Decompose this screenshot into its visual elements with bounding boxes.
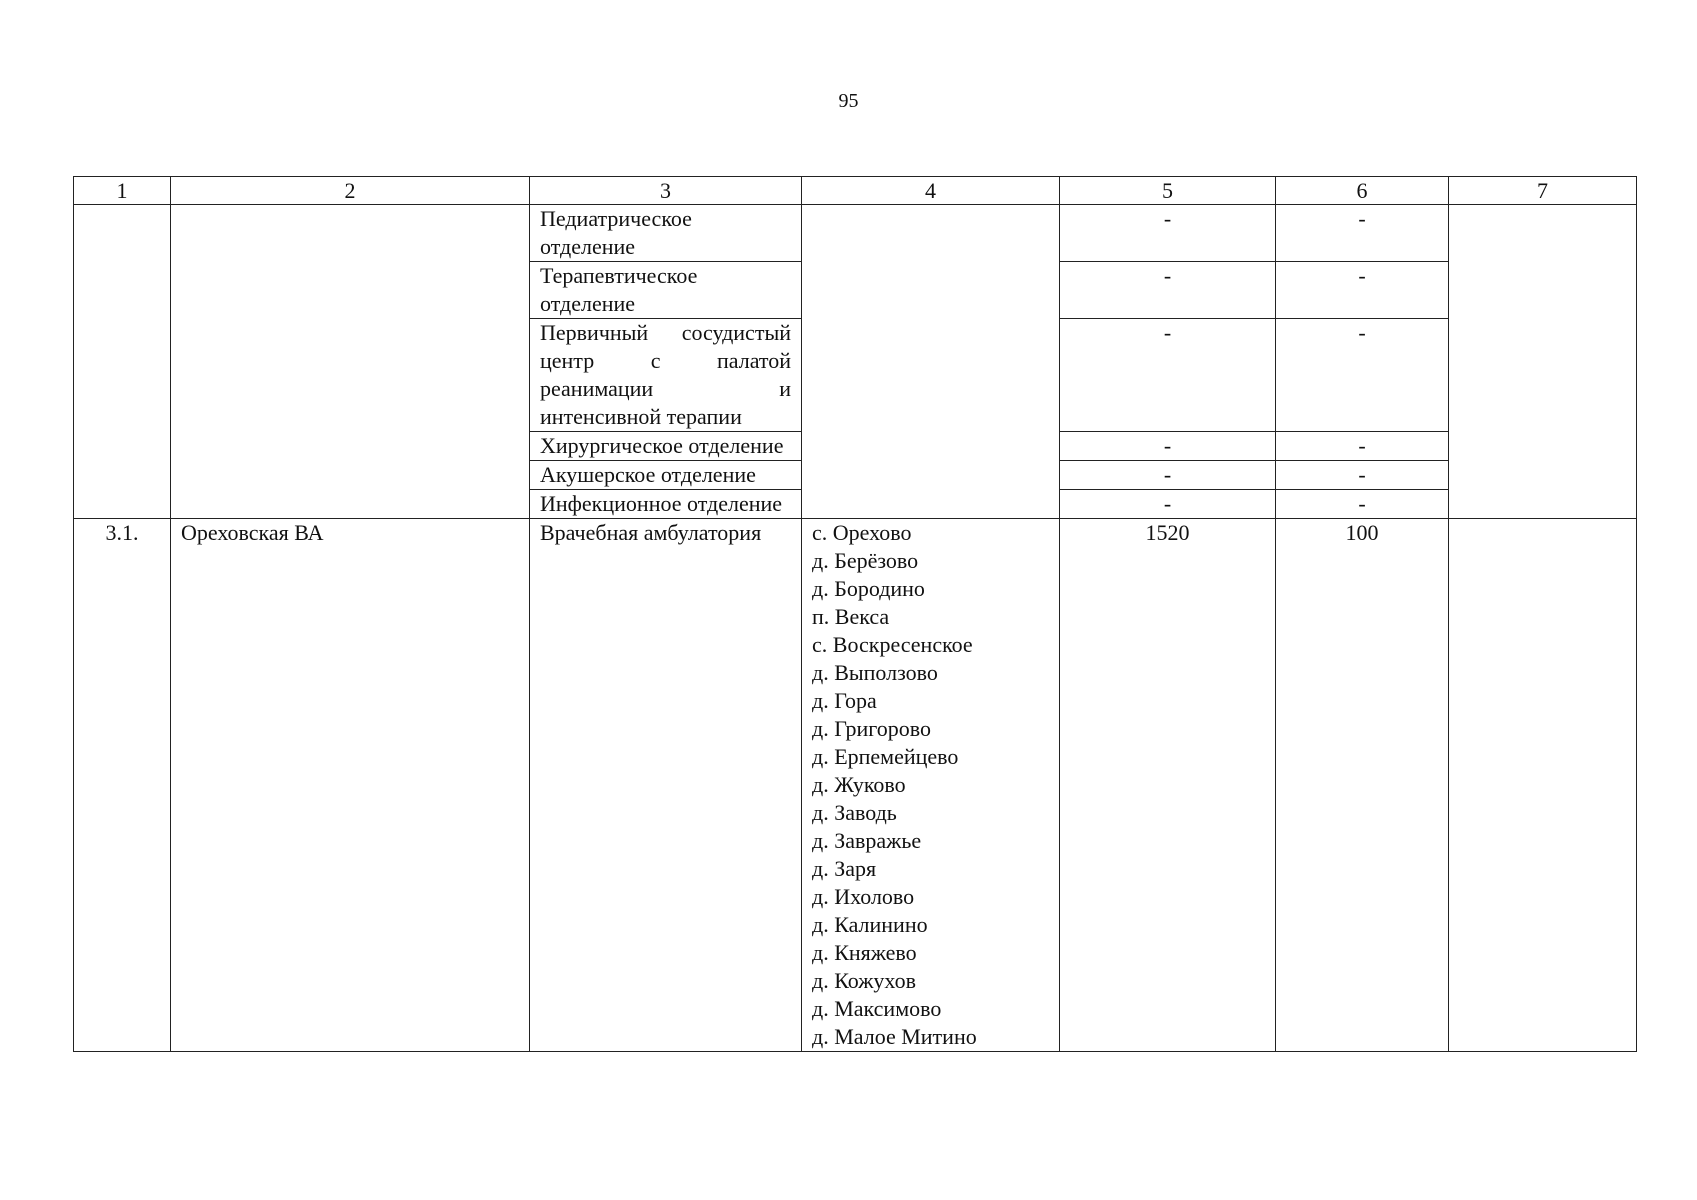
facility-name: Ореховская ВА — [171, 519, 530, 1052]
settlement-item: д. Григорово — [812, 716, 932, 741]
column-header-6: 6 — [1276, 177, 1449, 205]
settlement-item: д. Жуково — [812, 772, 906, 797]
column-header-2: 2 — [171, 177, 530, 205]
settlement-item: д. Ерпемейцево — [812, 744, 959, 769]
column-header-4: 4 — [802, 177, 1060, 205]
settlement-item: с. Орехово — [812, 520, 912, 545]
department-col6: - — [1276, 262, 1449, 319]
page-number: 95 — [838, 90, 859, 112]
settlement-item: д. Гора — [812, 688, 877, 713]
settlement-item: д. Ихолово — [812, 884, 915, 909]
settlement-item: д. Максимово — [812, 996, 942, 1021]
department-name: Инфекционное отделение — [530, 490, 802, 519]
department-col5: - — [1060, 490, 1276, 519]
department-col6: - — [1276, 432, 1449, 461]
settlement-item: д. Заводь — [812, 800, 897, 825]
department-col6: - — [1276, 490, 1449, 519]
settlement-item: д. Калинино — [812, 912, 928, 937]
settlement-item: с. Воскресенское — [812, 632, 973, 657]
department-name: Первичный сосудистый центр с палатой реанимации и интенсивной терапии — [530, 319, 802, 432]
col5-value: 1520 — [1060, 519, 1276, 1052]
department-name: Педиатрическое отделение — [530, 205, 802, 262]
department-col5: - — [1060, 461, 1276, 490]
settlement-item: д. Княжево — [812, 940, 917, 965]
settlement-item: д. Малое Митино — [812, 1024, 977, 1049]
settlement-item: д. Кожухов — [812, 968, 916, 993]
column-header-3: 3 — [530, 177, 802, 205]
settlement-list — [802, 519, 1060, 1052]
col7-value — [1449, 519, 1637, 1052]
continuation-notes-cell — [1449, 205, 1637, 519]
settlement-item: д. Выползово — [812, 660, 938, 685]
continuation-number-cell — [74, 205, 171, 519]
document-table — [73, 176, 1637, 1052]
column-header-1: 1 — [74, 177, 171, 205]
row-number: 3.1. — [74, 519, 171, 1052]
column-header-7: 7 — [1449, 177, 1637, 205]
department-col5: - — [1060, 262, 1276, 319]
department-col6: - — [1276, 461, 1449, 490]
department-row — [74, 205, 1637, 262]
col6-value: 100 — [1276, 519, 1449, 1052]
department-col6: - — [1276, 205, 1449, 262]
facility-type: Врачебная амбулатория — [530, 519, 802, 1052]
department-col5: - — [1060, 432, 1276, 461]
department-col5: - — [1060, 205, 1276, 262]
department-name: Акушерское отделение — [530, 461, 802, 490]
department-name: Хирургическое отделение — [530, 432, 802, 461]
department-name: Терапевтическое отделение — [530, 262, 802, 319]
department-col6: - — [1276, 319, 1449, 432]
settlement-item: д. Завражье — [812, 828, 922, 853]
table-row-3-1 — [74, 519, 1637, 1052]
continuation-name-cell — [171, 205, 530, 519]
header-row — [74, 177, 1637, 205]
settlement-item: д. Бородино — [812, 576, 925, 601]
continuation-settlements-cell — [802, 205, 1060, 519]
column-header-5: 5 — [1060, 177, 1276, 205]
settlement-item: д. Берёзово — [812, 548, 919, 573]
department-col5: - — [1060, 319, 1276, 432]
settlement-item: п. Векса — [812, 604, 890, 629]
settlement-item: д. Заря — [812, 856, 877, 881]
